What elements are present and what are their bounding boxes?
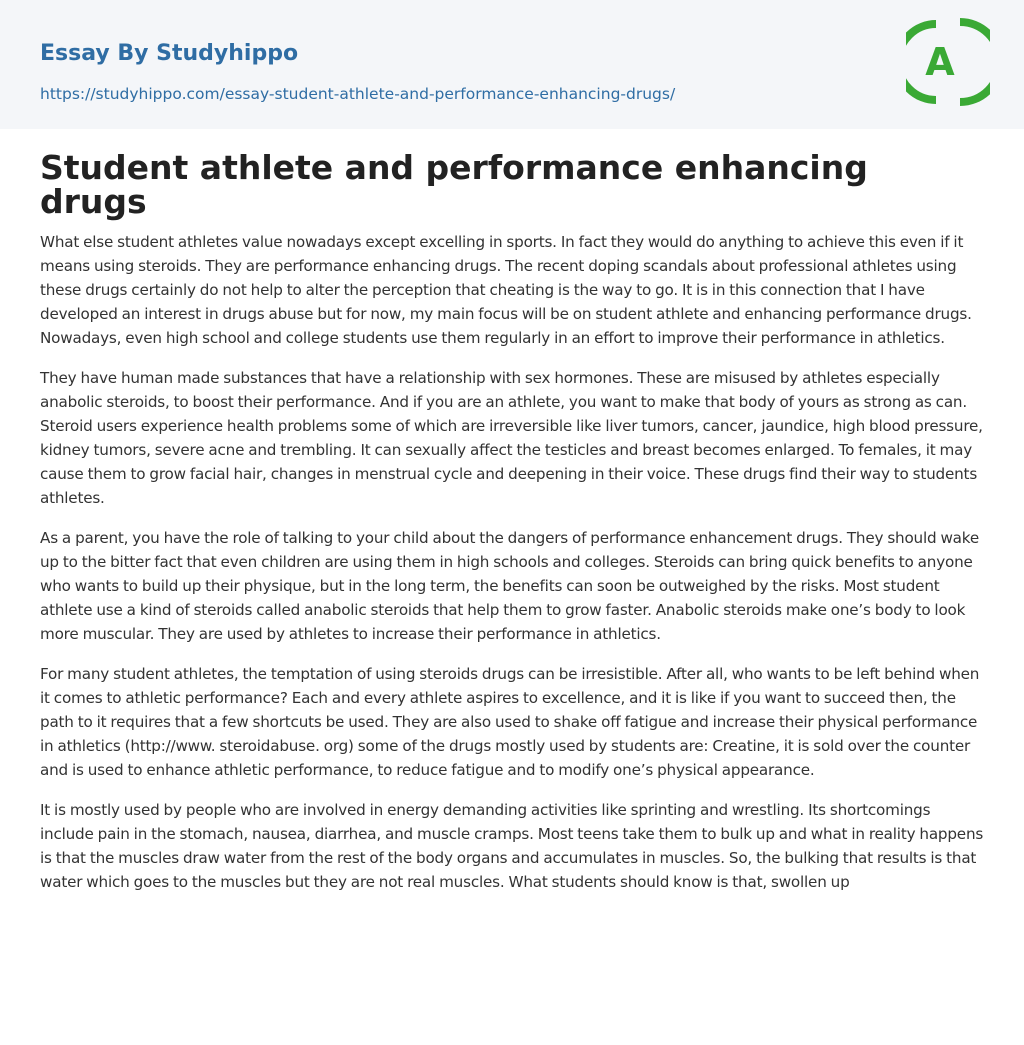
article-paragraph: They have human made substances that have a relationship with sex hormones. These are misused by athletes especially anabolic steroids, to boost their performance. And if you are an athlete, you want to make that body of yours as strong as can. Steroid users experience health problems some of which are irreversible like liver tumors, cancer, jaundice, high blood pressure, kidney tumors, severe acne and trembling. It can sexually affect the testicles and breast becomes enlarged. To females, it may cause them to grow facial hair, changes in menstrual cycle and deepening in their voice. These drugs find their way to students athletes. — [40, 369, 983, 507]
article-paragraph: For many student athletes, the temptation of using steroids drugs can be irresistible. After all, who wants to be left behind when it comes to athletic performance? Each and every athlete aspires to excellence, and it is like if you want to succeed then, the path to it requires that a few shortcuts be used. They are also used to shake off fatigue and increase their physical performance in athletics (http://www. steroidabuse. org) some of the drugs mostly used by students are: Creatine, it is sold over the counter and is used to enhance athletic performance, to reduce fatigue and to modify one’s physical appearance. — [40, 665, 980, 779]
site-brand[interactable]: Essay By Studyhippo — [40, 41, 299, 66]
logo-letter: A — [925, 40, 955, 84]
article — [0, 148, 1024, 894]
essay-url-link[interactable]: https://studyhippo.com/essay-student-athlete-and-performance-enhancing-drugs/ — [40, 85, 676, 103]
studyhippo-logo-icon[interactable] — [906, 18, 990, 106]
article-paragraph: It is mostly used by people who are involved in energy demanding activities like sprinting and wrestling. Its shortcomings include pain in the stomach, nausea, diarrhea, and muscle cramps. Most teens take them to bulk up and what in reality happens is that the muscles draw water from the rest of the body organs and accumulates in muscles. So, the bulking that results is that water which goes to the muscles but they are not real muscles. What students should know is that, swollen up — [40, 801, 984, 891]
article-title: Student athlete and performance enhancing drugs — [40, 148, 868, 221]
article-paragraph: What else student athletes value nowadays except excelling in sports. In fact they would do anything to achieve this even if it means using steroids. They are performance enhancing drugs. The recent doping scandals about professional athletes using these drugs certainly do not help to alter the perception that cheating is the way to go. It is in this connection that I have developed an interest in drugs abuse but for now, my main focus will be on student athlete and enhancing performance drugs. Nowadays, even high school and college students use them regularly in an effort to improve their performance in athletics. — [40, 233, 972, 347]
article-paragraph: As a parent, you have the role of talking to your child about the dangers of performance enhancement drugs. They should wake up to the bitter fact that even children are using them in high schools and colleges. Steroids can bring quick benefits to anyone who wants to build up their physique, but in the long term, the benefits can soon be outweighed by the risks. Most student athlete use a kind of steroids called anabolic steroids that help them to grow faster. Anabolic steroids make one’s body to look more muscular. They are used by athletes to increase their performance in athletics. — [40, 529, 979, 643]
site-header — [0, 0, 1024, 129]
